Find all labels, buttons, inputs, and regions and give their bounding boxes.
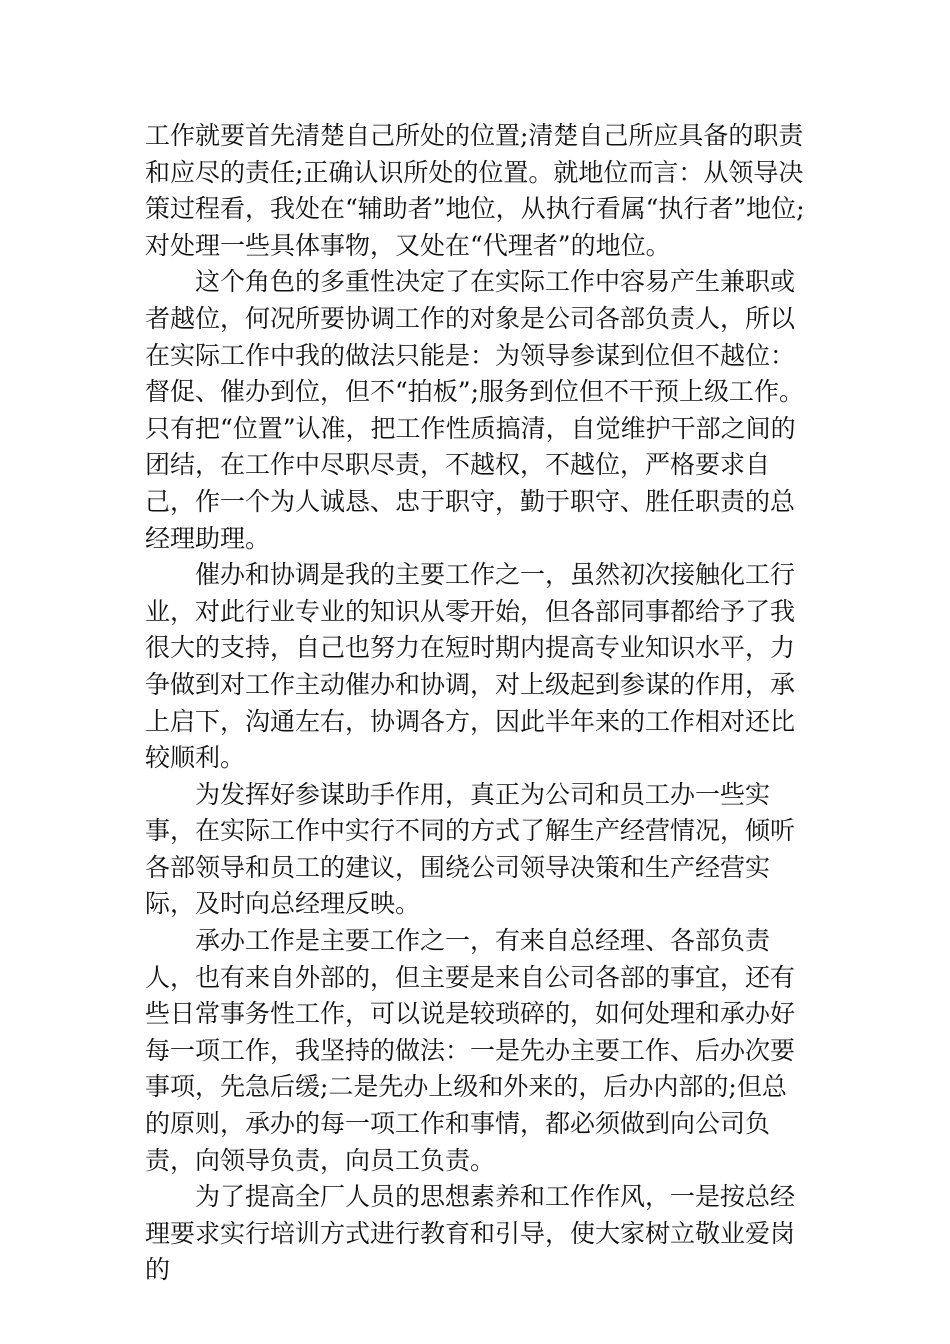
body-text	[145, 118, 805, 1289]
paragraph-1: 工作就要首先清楚自己所处的位置;清楚自己所应具备的职责和应尽的责任;正确认识所处的位置。就地位而言：从领导决策过程看，我处在“辅助者”地位，从执行看属“执行者”地位;对处理一些具体事物，又处在“代理者”的地位。	[145, 121, 805, 260]
paragraph-5: 承办工作是主要工作之一，有来自总经理、各部负责人，也有来自外部的，但主要是来自公司各部的事宜，还有些日常事务性工作，可以说是较琐碎的，如何处理和承办好每一项工作，我坚持的做法：一是先办主要工作、后办次要事项，先急后缓;二是先办上级和外来的，后办内部的;但总的原则，承办的每一项工作和事情，都必须做到向公司负责，向领导负责，向员工负责。	[145, 926, 796, 1175]
paragraph-4: 为发挥好参谋助手作用，真正为公司和员工办一些实事，在实际工作中实行不同的方式了解生产经营情况，倾听各部领导和员工的建议，围绕公司领导决策和生产经营实际，及时向总经理反映。	[145, 779, 796, 919]
paragraph-6: 为了提高全厂人员的思想素养和工作作风，一是按总经理要求实行培训方式进行教育和引导，使大家树立敬业爱岗的	[145, 1182, 796, 1285]
paragraph-3: 催办和协调是我的主要工作之一，虽然初次接触化工行业，对此行业专业的知识从零开始，但各部同事都给予了我很大的支持，自己也努力在短时期内提高专业知识水平，力争做到对工作主动催办和协调，对上级起到参谋的作用，承上启下，沟通左右，协调各方，因此半年来的工作相对还比较顺利。	[145, 560, 796, 773]
paragraph-2: 这个角色的多重性决定了在实际工作中容易产生兼职或者越位，何况所要协调工作的对象是公司各部负责人，所以在实际工作中我的做法只能是：为领导参谋到位但不越位：督促、催办到位，但不“拍板”;服务到位但不干预上级工作。只有把“位置”认准，把工作性质搞清，自觉维护干部之间的团结，在工作中尽职尽责，不越权，不越位，严格要求自己，作一个为人诚恳、忠于职守，勤于职守、胜任职责的总经理助理。	[145, 267, 804, 553]
